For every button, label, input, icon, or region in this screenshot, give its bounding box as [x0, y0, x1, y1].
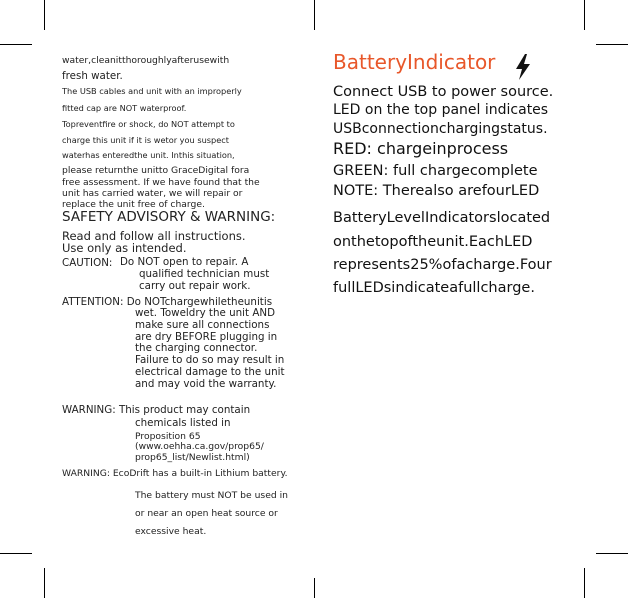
- lightning-bolt-icon: [514, 54, 532, 80]
- warning2-label: WARNING: EcoDrift has a built-in Lithium battery.: [62, 468, 288, 479]
- intro-line: water,cleanitthoroughlyafterusewith: [62, 55, 230, 66]
- attention-line: electrical damage to the unit: [135, 366, 285, 379]
- intro-line: please returnthe unitto GraceDigital fora: [62, 165, 250, 176]
- info-line: LED on the top panel indicates: [333, 102, 549, 118]
- warning-label: WARNING: This product may contain: [62, 404, 251, 416]
- crop-mark: [44, 0, 45, 30]
- info-line: Connect USB to power source.: [333, 84, 554, 100]
- safety-heading: SAFETY ADVISORY & WARNING:: [62, 209, 276, 225]
- note-line: fullLEDsindicateafullcharge.: [333, 280, 535, 296]
- attention-label: ATTENTION: Do NOTchargewhiletheunitis: [62, 296, 273, 308]
- attention-line: are dry BEFORE plugging in: [135, 330, 278, 343]
- crop-mark: [584, 568, 585, 598]
- intro-line: waterhas enteredthe unit. Inthis situation,: [62, 150, 235, 160]
- intro-line: Topreventfire or shock, do NOT attempt to: [62, 119, 235, 129]
- crop-mark: [596, 553, 628, 554]
- intro-line: free assessment. If we have found that the: [62, 177, 260, 188]
- info-line: USBconnectionchargingstatus.: [333, 121, 548, 137]
- status-red-line: RED: chargeinprocess: [333, 139, 509, 158]
- crop-mark: [596, 44, 628, 45]
- warning-line: (www.oehha.ca.gov/prop65/: [135, 441, 264, 453]
- attention-line: make sure all connections: [135, 318, 270, 331]
- caution-label: CAUTION:: [62, 257, 113, 269]
- attention-line: and may void the warranty.: [135, 377, 277, 390]
- crop-mark: [314, 0, 315, 30]
- caution-line: carry out repair work.: [139, 279, 251, 292]
- crop-mark: [584, 0, 585, 30]
- intro-line: replace the unit free of charge.: [62, 199, 205, 210]
- attention-line: wet. Toweldry the unit AND: [135, 307, 276, 319]
- read-line: Read and follow all instructions.: [62, 229, 246, 243]
- note-line: NOTE: Therealso arefourLED: [333, 183, 540, 199]
- warning2-line: excessive heat.: [135, 525, 207, 537]
- intro-line: fitted cap are NOT waterproof.: [62, 103, 187, 113]
- intro-line: charge this unit if it is wetor you suspect: [62, 135, 229, 145]
- intro-line: fresh water.: [62, 70, 123, 82]
- intro-line: unit has carried water, we will repair or: [62, 188, 243, 199]
- crop-mark: [314, 578, 315, 598]
- warning2-line: or near an open heat source or: [135, 507, 278, 519]
- note-line: onthetopoftheunit.EachLED: [333, 234, 533, 250]
- note-line: represents25%ofacharge.Four: [333, 257, 552, 273]
- warning-line: Proposition 65: [135, 430, 201, 442]
- crop-mark: [0, 553, 32, 554]
- attention-line: the charging connector.: [135, 342, 258, 355]
- note-line: BatteryLevelIndicatorslocated: [333, 210, 551, 226]
- crop-mark: [44, 568, 45, 598]
- attention-line: Failure to do so may result in: [135, 354, 285, 367]
- warning2-line: The battery must NOT be used in: [135, 490, 288, 501]
- use-line: Use only as intended.: [62, 241, 187, 255]
- intro-line: The USB cables and unit with an improperly: [62, 86, 242, 96]
- battery-indicator-title: BatteryIndicator: [333, 50, 496, 74]
- warning-line: chemicals listed in: [135, 417, 231, 429]
- warning-line: prop65_list/Newlist.html): [135, 451, 250, 463]
- caution-line: qualified technician must: [139, 267, 270, 280]
- caution-line: Do NOT open to repair. A: [120, 256, 249, 268]
- status-green-line: GREEN: full chargecomplete: [333, 163, 538, 179]
- crop-mark: [0, 44, 32, 45]
